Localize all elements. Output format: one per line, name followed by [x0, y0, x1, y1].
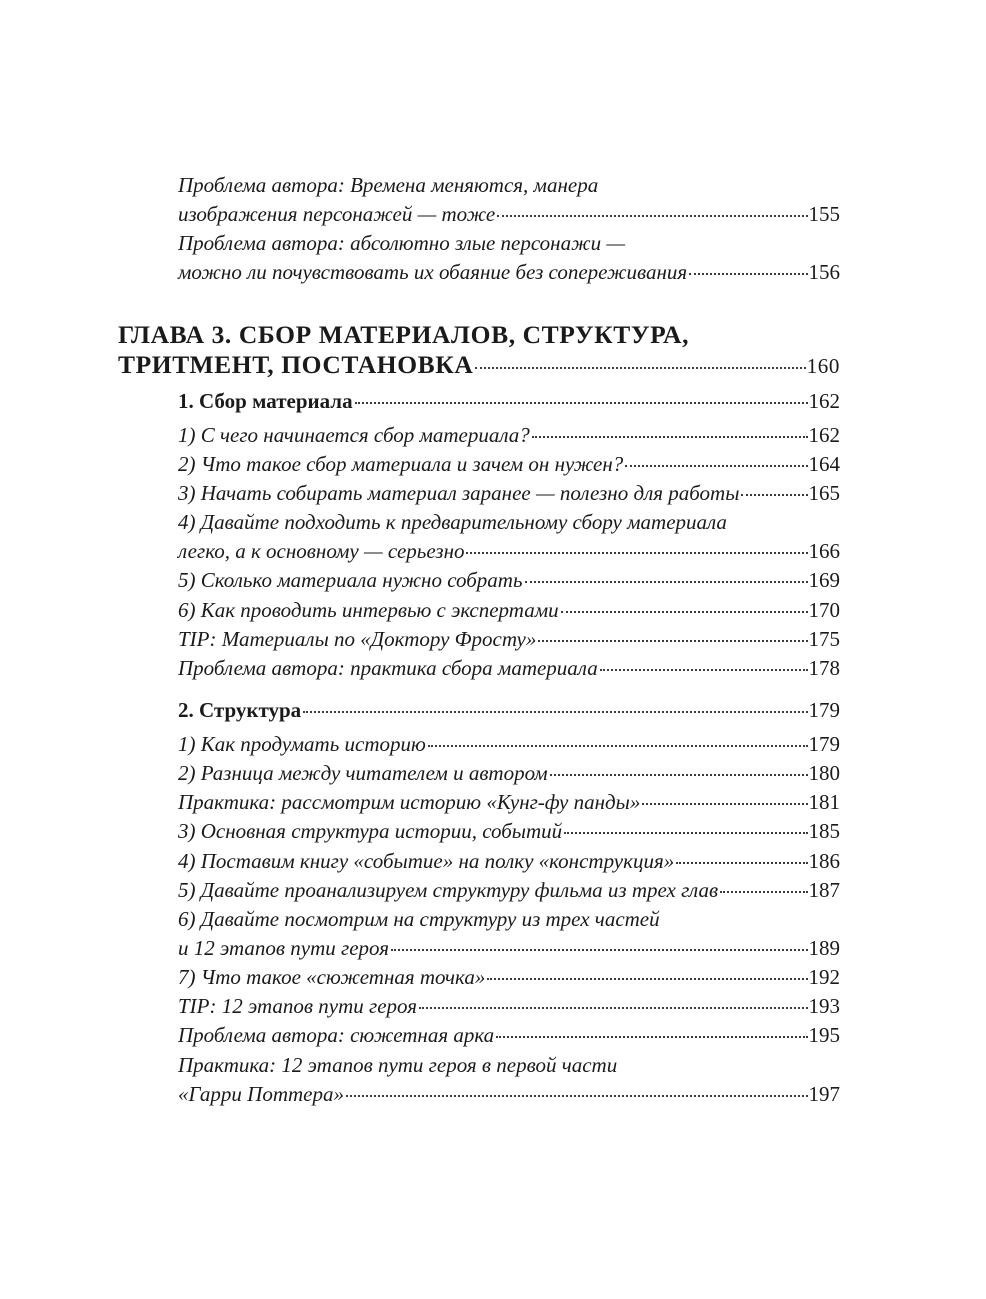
toc-page-number: 186 — [808, 849, 840, 873]
toc-page-number: 175 — [808, 627, 840, 651]
toc-page-number: 178 — [808, 656, 840, 680]
toc-entry-text: 3) Основная структура истории, событий — [178, 819, 563, 843]
toc-entry[interactable] — [178, 258, 840, 287]
leader-dots — [538, 640, 807, 642]
toc-entry[interactable] — [178, 421, 840, 450]
leader-dots — [428, 745, 808, 747]
toc-entry[interactable] — [178, 847, 840, 876]
toc-entry-text: Практика: 12 этапов пути героя в первой части — [178, 1053, 618, 1077]
leader-dots — [561, 611, 808, 613]
toc-entry[interactable] — [178, 625, 840, 654]
toc-entry[interactable] — [178, 963, 840, 992]
toc-page-number: 164 — [808, 452, 840, 476]
toc-page-number: 179 — [808, 732, 840, 756]
toc-page-number: 197 — [808, 1082, 840, 1106]
toc-entry-text: 2) Что такое сбор материала и зачем он нужен? — [178, 452, 624, 476]
toc-entry-text: Проблема автора: сюжетная арка — [178, 1023, 495, 1047]
section-title: 1. Сбор материала — [178, 389, 353, 413]
toc-entry-line — [178, 171, 840, 200]
leader-dots — [642, 803, 807, 805]
toc-page-number: 162 — [808, 389, 840, 413]
toc-entry[interactable] — [178, 200, 840, 229]
leader-dots — [496, 1036, 807, 1038]
toc-page-number: 155 — [808, 202, 840, 226]
section-heading[interactable] — [178, 696, 840, 725]
toc-entry-text: 2) Разница между читателем и автором — [178, 761, 548, 785]
toc-entry-text: можно ли почувствовать их обаяние без сопереживания — [178, 260, 688, 284]
toc-page-number: 169 — [808, 568, 840, 592]
toc-entry-text: 6) Давайте посмотрим на структуру из трех частей — [178, 907, 660, 931]
leader-dots — [391, 949, 807, 951]
toc-entry-text: Проблема автора: Времена меняются, манера — [178, 173, 599, 197]
toc-entry[interactable] — [178, 596, 840, 625]
leader-dots — [676, 862, 807, 864]
leader-dots — [355, 402, 808, 404]
toc-entry-text: 1) Как продумать историю — [178, 732, 426, 756]
toc-entry-text: 3) Начать собирать материал заранее — полезно для работы — [178, 481, 740, 505]
toc-entry-text: легко, а к основному — серьезно — [178, 539, 465, 563]
leader-dots — [564, 832, 807, 834]
toc-entry-line — [178, 229, 840, 258]
leader-dots — [625, 465, 807, 467]
toc-entry-text: «Гарри Поттера» — [178, 1082, 344, 1106]
section-heading[interactable] — [178, 387, 840, 416]
toc-entry-text: Проблема автора: практика сбора материала — [178, 656, 598, 680]
toc-page-number: 166 — [808, 539, 840, 563]
toc-page-number: 187 — [808, 878, 840, 902]
leader-dots — [741, 494, 807, 496]
toc-entry[interactable] — [178, 759, 840, 788]
toc-entry-text: Проблема автора: абсолютно злые персонажи — — [178, 231, 626, 255]
toc-entry-text: 1) С чего начинается сбор материала? — [178, 423, 530, 447]
leader-dots — [689, 273, 807, 275]
toc-entry-text: TIP: Материалы по «Доктору Фросту» — [178, 627, 537, 651]
toc-page-number: 195 — [808, 1023, 840, 1047]
leader-dots — [525, 581, 808, 583]
toc-entry[interactable] — [178, 876, 840, 905]
toc-entry-text: 5) Сколько материала нужно собрать — [178, 568, 523, 592]
toc-page-number: 165 — [808, 481, 840, 505]
leader-dots — [487, 978, 807, 980]
chapter-title: ТРИТМЕНТ, ПОСТАНОВКА — [118, 350, 474, 379]
chapter-title: ГЛАВА 3. СБОР МАТЕРИАЛОВ, СТРУКТУРА, — [118, 320, 690, 349]
toc-entry[interactable] — [178, 992, 840, 1021]
toc-entry-text: изображения персонажей — тоже — [178, 202, 496, 226]
toc-entry-text: TIP: 12 этапов пути героя — [178, 994, 417, 1018]
toc-page-number: 156 — [808, 260, 840, 284]
toc-entry-text: 7) Что такое «сюжетная точка» — [178, 965, 486, 989]
toc-page-number: 192 — [808, 965, 840, 989]
toc-page-number: 162 — [808, 423, 840, 447]
chapter-heading-line — [118, 319, 840, 350]
leader-dots — [720, 891, 807, 893]
leader-dots — [466, 552, 807, 554]
toc-entry-line — [178, 1051, 840, 1080]
leader-dots — [497, 215, 807, 217]
toc-entry[interactable] — [178, 1021, 840, 1050]
toc-entry[interactable] — [178, 817, 840, 846]
toc-page-number: 181 — [808, 790, 840, 814]
toc-entry[interactable] — [178, 730, 840, 759]
leader-dots — [346, 1095, 808, 1097]
toc-entry-line — [178, 905, 840, 934]
chapter-heading[interactable] — [118, 349, 840, 382]
leader-dots — [303, 711, 807, 713]
toc-entry-text: 4) Поставим книгу «событие» на полку «конструкция» — [178, 849, 675, 873]
toc-page-number: 170 — [808, 598, 840, 622]
toc-entry-line — [178, 508, 840, 537]
leader-dots — [475, 367, 805, 369]
toc-page-number: 189 — [808, 936, 840, 960]
toc-entry[interactable] — [178, 479, 840, 508]
toc-entry-text: 6) Как проводить интервью с экспертами — [178, 598, 559, 622]
toc-page-number: 193 — [808, 994, 840, 1018]
toc-entry[interactable] — [178, 934, 840, 963]
toc-entry[interactable] — [178, 788, 840, 817]
toc-page-number: 185 — [808, 819, 840, 843]
leader-dots — [532, 436, 808, 438]
toc-entry[interactable] — [178, 537, 840, 566]
toc-entry[interactable] — [178, 654, 840, 683]
section-title: 2. Структура — [178, 698, 302, 722]
toc-entry[interactable] — [178, 1080, 840, 1109]
toc-page-number: 179 — [808, 698, 840, 722]
leader-dots — [600, 669, 808, 671]
toc-entry[interactable] — [178, 450, 840, 479]
leader-dots — [550, 774, 808, 776]
toc-page-number: 160 — [806, 354, 840, 378]
toc-entry-text: и 12 этапов пути героя — [178, 936, 390, 960]
leader-dots — [419, 1007, 808, 1009]
toc-page-number: 180 — [808, 761, 840, 785]
toc-entry[interactable] — [178, 566, 840, 595]
toc-entry-text: Практика: рассмотрим историю «Кунг-фу панды» — [178, 790, 641, 814]
toc-entry-text: 5) Давайте проанализируем структуру фильма из трех глав — [178, 878, 719, 902]
toc-entry-text: 4) Давайте подходить к предварительному сбору материала — [178, 510, 727, 534]
